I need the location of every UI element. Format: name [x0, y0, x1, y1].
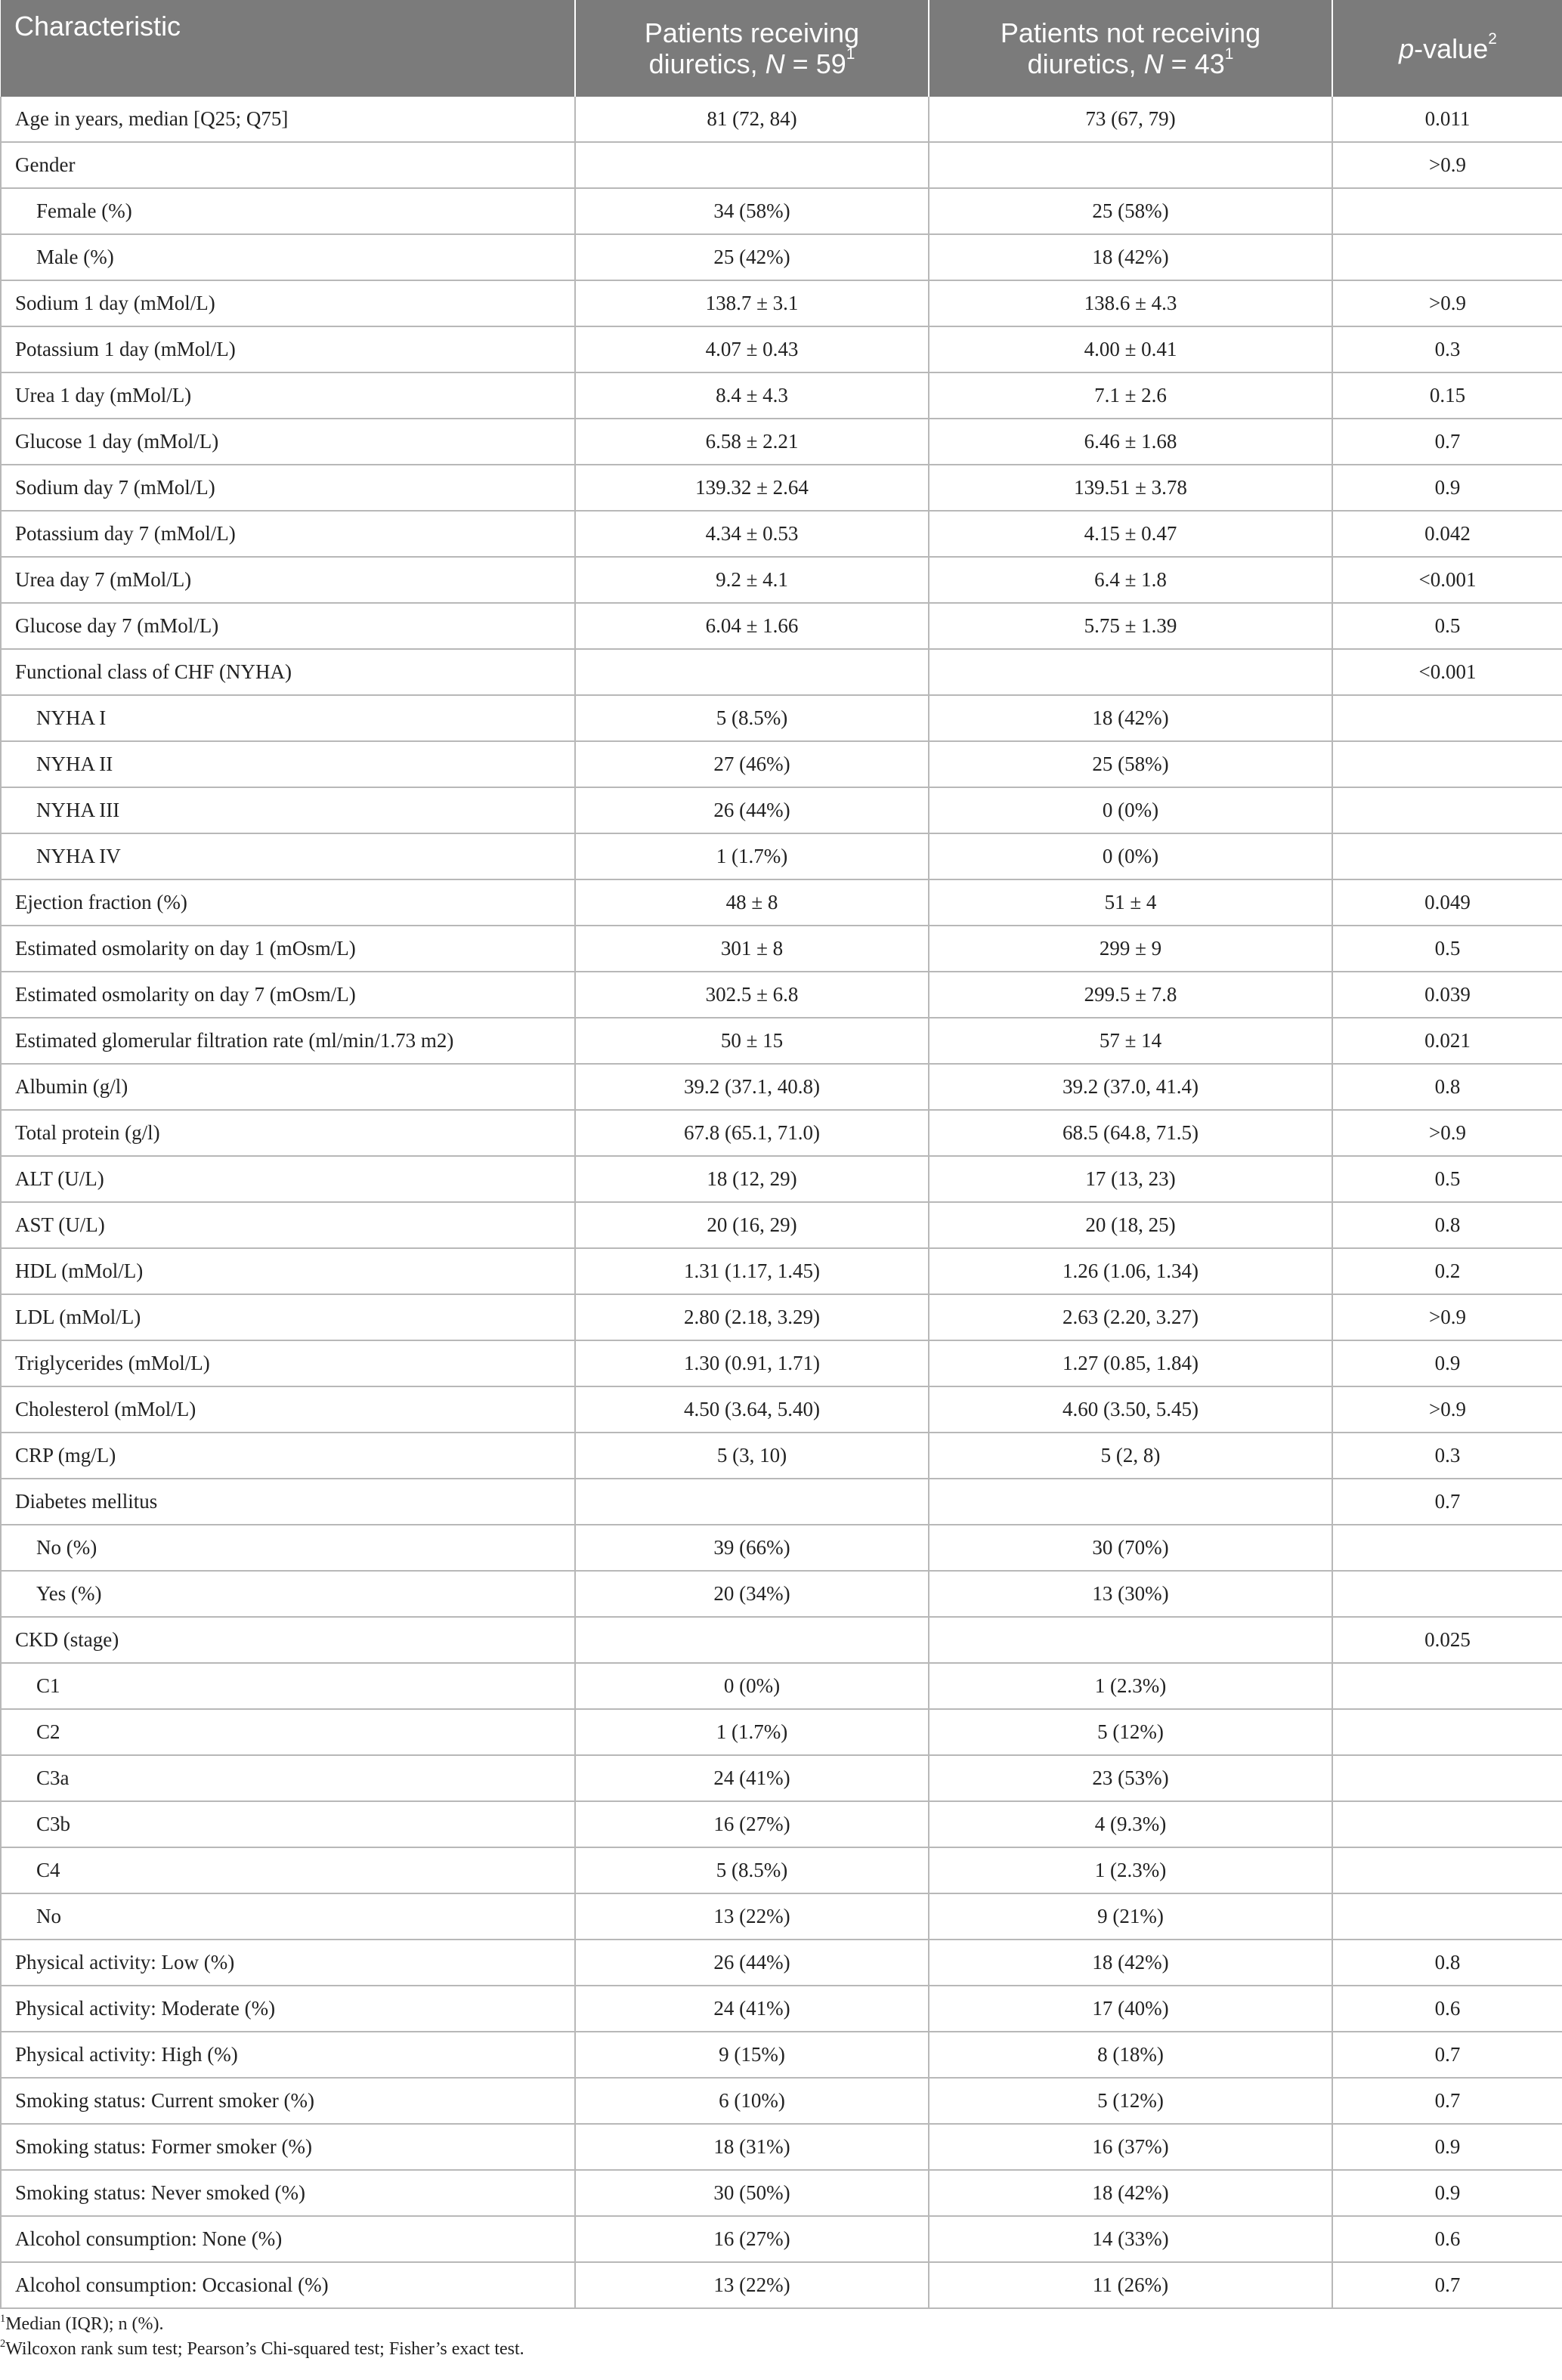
receiving-diuretics-cell	[575, 1479, 929, 1525]
row-label-cell: Cholesterol (mMol/L)	[1, 1386, 575, 1433]
not-receiving-diuretics-cell: 6.4 ± 1.8	[929, 557, 1332, 603]
receiving-diuretics-cell: 1.30 (0.91, 1.71)	[575, 1340, 929, 1386]
not-receiving-diuretics-cell: 1.26 (1.06, 1.34)	[929, 1248, 1332, 1294]
p-value-cell: 0.9	[1332, 1340, 1562, 1386]
p-value-cell: 0.011	[1332, 97, 1562, 142]
not-receiving-diuretics-cell: 25 (58%)	[929, 741, 1332, 787]
footnote-text: Median (IQR); n (%).	[5, 2314, 164, 2334]
p-value-cell: 0.049	[1332, 879, 1562, 926]
not-receiving-diuretics-cell: 4 (9.3%)	[929, 1801, 1332, 1847]
row-label-cell: NYHA I	[1, 695, 575, 741]
p-value-cell: >0.9	[1332, 1386, 1562, 1433]
table-row	[1, 511, 1562, 557]
row-label-cell: NYHA II	[1, 741, 575, 787]
p-value-cell: 0.2	[1332, 1248, 1562, 1294]
table-row	[1, 234, 1562, 280]
receiving-diuretics-cell: 1.31 (1.17, 1.45)	[575, 1248, 929, 1294]
header-receiving-n-symbol: N	[765, 48, 785, 79]
row-label-cell: ALT (U/L)	[1, 1156, 575, 1202]
row-label-cell: CRP (mg/L)	[1, 1433, 575, 1479]
row-label-cell: Triglycerides (mMol/L)	[1, 1340, 575, 1386]
not-receiving-diuretics-cell: 0 (0%)	[929, 833, 1332, 879]
table-row	[1, 142, 1562, 188]
receiving-diuretics-cell: 30 (50%)	[575, 2170, 929, 2216]
receiving-diuretics-cell: 48 ± 8	[575, 879, 929, 926]
receiving-diuretics-cell	[575, 649, 929, 695]
table-row	[1, 188, 1562, 234]
row-label-cell: C2	[1, 1709, 575, 1755]
table-row	[1, 1986, 1562, 2032]
receiving-diuretics-cell: 27 (46%)	[575, 741, 929, 787]
table-row	[1, 419, 1562, 465]
footnote-mark: 2	[0, 2337, 6, 2350]
receiving-diuretics-cell	[575, 1617, 929, 1663]
row-label-cell: Smoking status: Current smoker (%)	[1, 2078, 575, 2124]
receiving-diuretics-cell: 67.8 (65.1, 71.0)	[575, 1110, 929, 1156]
header-receiving-count: = 59	[784, 48, 846, 79]
p-value-cell: 0.6	[1332, 2216, 1562, 2262]
not-receiving-diuretics-cell	[929, 142, 1332, 188]
table-row	[1, 2078, 1562, 2124]
header-not-receiving-diuretics	[929, 0, 1332, 97]
table-row	[1, 1340, 1562, 1386]
table-row	[1, 2032, 1562, 2078]
table-row	[1, 1018, 1562, 1064]
receiving-diuretics-cell: 139.32 ± 2.64	[575, 465, 929, 511]
row-label-cell: No (%)	[1, 1525, 575, 1571]
p-value-cell	[1332, 787, 1562, 833]
table-row	[1, 1479, 1562, 1525]
not-receiving-diuretics-cell: 0 (0%)	[929, 787, 1332, 833]
table-row	[1, 97, 1562, 142]
row-label-cell: Alcohol consumption: None (%)	[1, 2216, 575, 2262]
table-row	[1, 1940, 1562, 1986]
p-value-cell: 0.8	[1332, 1940, 1562, 1986]
receiving-diuretics-cell: 16 (27%)	[575, 2216, 929, 2262]
not-receiving-diuretics-cell: 25 (58%)	[929, 188, 1332, 234]
footnote	[0, 2337, 1562, 2362]
p-value-cell: 0.9	[1332, 465, 1562, 511]
receiving-diuretics-cell: 4.07 ± 0.43	[575, 326, 929, 372]
p-value-cell: 0.8	[1332, 1202, 1562, 1248]
p-value-cell: >0.9	[1332, 1294, 1562, 1340]
header-not-receiving-n-symbol: N	[1143, 48, 1164, 79]
p-value-cell: <0.001	[1332, 557, 1562, 603]
table-row	[1, 1847, 1562, 1893]
not-receiving-diuretics-cell: 9 (21%)	[929, 1893, 1332, 1940]
not-receiving-diuretics-cell: 5 (12%)	[929, 1709, 1332, 1755]
table-footnotes	[0, 2312, 1562, 2362]
table-row	[1, 1202, 1562, 1248]
receiving-diuretics-cell: 1 (1.7%)	[575, 833, 929, 879]
p-value-cell: 0.5	[1332, 1156, 1562, 1202]
row-label-cell: Urea 1 day (mMol/L)	[1, 372, 575, 419]
not-receiving-diuretics-cell: 5 (2, 8)	[929, 1433, 1332, 1479]
table-row	[1, 926, 1562, 972]
p-value-cell: 0.15	[1332, 372, 1562, 419]
receiving-diuretics-cell: 18 (12, 29)	[575, 1156, 929, 1202]
table-row	[1, 2262, 1562, 2308]
row-label-cell: Urea day 7 (mMol/L)	[1, 557, 575, 603]
receiving-diuretics-cell: 6.58 ± 2.21	[575, 419, 929, 465]
table-row	[1, 879, 1562, 926]
not-receiving-diuretics-cell: 4.00 ± 0.41	[929, 326, 1332, 372]
table-body	[1, 97, 1562, 2308]
receiving-diuretics-cell: 9 (15%)	[575, 2032, 929, 2078]
row-label-cell: Potassium day 7 (mMol/L)	[1, 511, 575, 557]
p-value-cell: >0.9	[1332, 142, 1562, 188]
row-label-cell: LDL (mMol/L)	[1, 1294, 575, 1340]
not-receiving-diuretics-cell: 68.5 (64.8, 71.5)	[929, 1110, 1332, 1156]
row-label-cell: C4	[1, 1847, 575, 1893]
p-value-cell: 0.7	[1332, 2032, 1562, 2078]
table-row	[1, 1709, 1562, 1755]
receiving-diuretics-cell: 26 (44%)	[575, 1940, 929, 1986]
table-header	[1, 0, 1562, 97]
receiving-diuretics-cell: 39 (66%)	[575, 1525, 929, 1571]
receiving-diuretics-cell: 138.7 ± 3.1	[575, 280, 929, 326]
receiving-diuretics-cell: 6.04 ± 1.66	[575, 603, 929, 649]
p-value-cell: 0.021	[1332, 1018, 1562, 1064]
p-value-cell	[1332, 695, 1562, 741]
p-value-cell	[1332, 188, 1562, 234]
row-label-cell: NYHA IV	[1, 833, 575, 879]
p-value-cell: 0.3	[1332, 326, 1562, 372]
row-label-cell: Physical activity: Low (%)	[1, 1940, 575, 1986]
row-label-cell: Smoking status: Never smoked (%)	[1, 2170, 575, 2216]
row-label-cell: Female (%)	[1, 188, 575, 234]
not-receiving-diuretics-cell: 18 (42%)	[929, 2170, 1332, 2216]
table-row	[1, 603, 1562, 649]
not-receiving-diuretics-cell: 7.1 ± 2.6	[929, 372, 1332, 419]
receiving-diuretics-cell: 8.4 ± 4.3	[575, 372, 929, 419]
footnote-text: Wilcoxon rank sum test; Pearson’s Chi-squared test; Fisher’s exact test.	[5, 2339, 524, 2359]
not-receiving-diuretics-cell: 1.27 (0.85, 1.84)	[929, 1340, 1332, 1386]
p-value-cell	[1332, 1847, 1562, 1893]
table-row	[1, 972, 1562, 1018]
receiving-diuretics-cell: 81 (72, 84)	[575, 97, 929, 142]
p-value-cell	[1332, 833, 1562, 879]
p-value-cell: 0.5	[1332, 926, 1562, 972]
header-receiving-line2: diuretics,	[648, 48, 766, 79]
table-row	[1, 1156, 1562, 1202]
row-label-cell: CKD (stage)	[1, 1617, 575, 1663]
header-not-receiving-line2: diuretics,	[1027, 48, 1144, 79]
p-value-cell: 0.7	[1332, 419, 1562, 465]
row-label-cell: Potassium 1 day (mMol/L)	[1, 326, 575, 372]
table-row	[1, 1801, 1562, 1847]
table-row	[1, 465, 1562, 511]
not-receiving-diuretics-cell	[929, 1479, 1332, 1525]
table-row	[1, 1294, 1562, 1340]
header-not-receiving-line1: Patients not receiving	[1000, 17, 1261, 48]
header-not-receiving-count: = 43	[1163, 48, 1225, 79]
not-receiving-diuretics-cell: 17 (13, 23)	[929, 1156, 1332, 1202]
row-label-cell: Functional class of CHF (NYHA)	[1, 649, 575, 695]
not-receiving-diuretics-cell: 39.2 (37.0, 41.4)	[929, 1064, 1332, 1110]
row-label-cell: No	[1, 1893, 575, 1940]
receiving-diuretics-cell: 13 (22%)	[575, 2262, 929, 2308]
row-label-cell: Alcohol consumption: Occasional (%)	[1, 2262, 575, 2308]
p-value-cell: >0.9	[1332, 280, 1562, 326]
table-row	[1, 1571, 1562, 1617]
table-row	[1, 787, 1562, 833]
row-label-cell: Sodium day 7 (mMol/L)	[1, 465, 575, 511]
receiving-diuretics-cell: 16 (27%)	[575, 1801, 929, 1847]
p-value-cell: >0.9	[1332, 1110, 1562, 1156]
not-receiving-diuretics-cell: 23 (53%)	[929, 1755, 1332, 1801]
receiving-diuretics-cell: 18 (31%)	[575, 2124, 929, 2170]
header-p-symbol: p	[1399, 32, 1415, 64]
p-value-cell	[1332, 1893, 1562, 1940]
receiving-diuretics-cell: 20 (16, 29)	[575, 1202, 929, 1248]
header-not-receiving-footnote-mark: 1	[1224, 45, 1234, 63]
row-label-cell: Smoking status: Former smoker (%)	[1, 2124, 575, 2170]
receiving-diuretics-cell: 24 (41%)	[575, 1986, 929, 2032]
table-row	[1, 1525, 1562, 1571]
receiving-diuretics-cell: 20 (34%)	[575, 1571, 929, 1617]
not-receiving-diuretics-cell: 16 (37%)	[929, 2124, 1332, 2170]
not-receiving-diuretics-cell: 138.6 ± 4.3	[929, 280, 1332, 326]
not-receiving-diuretics-cell: 18 (42%)	[929, 1940, 1332, 1986]
table-row	[1, 557, 1562, 603]
not-receiving-diuretics-cell: 299.5 ± 7.8	[929, 972, 1332, 1018]
not-receiving-diuretics-cell: 30 (70%)	[929, 1525, 1332, 1571]
p-value-cell	[1332, 1663, 1562, 1709]
receiving-diuretics-cell: 4.34 ± 0.53	[575, 511, 929, 557]
row-label-cell: C3b	[1, 1801, 575, 1847]
receiving-diuretics-cell: 26 (44%)	[575, 787, 929, 833]
p-value-cell: 0.9	[1332, 2124, 1562, 2170]
not-receiving-diuretics-cell: 1 (2.3%)	[929, 1847, 1332, 1893]
receiving-diuretics-cell: 24 (41%)	[575, 1755, 929, 1801]
receiving-diuretics-cell: 2.80 (2.18, 3.29)	[575, 1294, 929, 1340]
row-label-cell: Estimated osmolarity on day 1 (mOsm/L)	[1, 926, 575, 972]
p-value-cell: 0.039	[1332, 972, 1562, 1018]
p-value-cell: 0.3	[1332, 1433, 1562, 1479]
receiving-diuretics-cell: 34 (58%)	[575, 188, 929, 234]
not-receiving-diuretics-cell: 5.75 ± 1.39	[929, 603, 1332, 649]
receiving-diuretics-cell: 302.5 ± 6.8	[575, 972, 929, 1018]
p-value-cell	[1332, 1801, 1562, 1847]
p-value-cell	[1332, 1755, 1562, 1801]
row-label-cell: Diabetes mellitus	[1, 1479, 575, 1525]
receiving-diuretics-cell: 301 ± 8	[575, 926, 929, 972]
table-row	[1, 2170, 1562, 2216]
receiving-diuretics-cell: 9.2 ± 4.1	[575, 557, 929, 603]
row-label-cell: Glucose 1 day (mMol/L)	[1, 419, 575, 465]
row-label-cell: Glucose day 7 (mMol/L)	[1, 603, 575, 649]
table-row	[1, 1893, 1562, 1940]
receiving-diuretics-cell: 50 ± 15	[575, 1018, 929, 1064]
not-receiving-diuretics-cell: 4.15 ± 0.47	[929, 511, 1332, 557]
row-label-cell: Estimated glomerular filtration rate (ml/min/1.73 m2)	[1, 1018, 575, 1064]
row-label-cell: Gender	[1, 142, 575, 188]
table-row	[1, 1755, 1562, 1801]
not-receiving-diuretics-cell: 14 (33%)	[929, 2216, 1332, 2262]
row-label-cell: Physical activity: Moderate (%)	[1, 1986, 575, 2032]
header-receiving-line1: Patients receiving	[644, 17, 860, 48]
row-label-cell: Yes (%)	[1, 1571, 575, 1617]
p-value-cell: 0.7	[1332, 2262, 1562, 2308]
header-p-value	[1332, 0, 1562, 97]
not-receiving-diuretics-cell: 18 (42%)	[929, 695, 1332, 741]
p-value-cell	[1332, 1571, 1562, 1617]
table-row	[1, 2124, 1562, 2170]
table-row	[1, 1110, 1562, 1156]
not-receiving-diuretics-cell: 4.60 (3.50, 5.45)	[929, 1386, 1332, 1433]
header-p-footnote-mark: 2	[1488, 29, 1497, 48]
header-characteristic-text: Characteristic	[14, 11, 181, 42]
table-row	[1, 1663, 1562, 1709]
receiving-diuretics-cell: 6 (10%)	[575, 2078, 929, 2124]
table-row	[1, 1433, 1562, 1479]
row-label-cell: Albumin (g/l)	[1, 1064, 575, 1110]
row-label-cell: Total protein (g/l)	[1, 1110, 575, 1156]
p-value-cell: 0.9	[1332, 2170, 1562, 2216]
row-label-cell: AST (U/L)	[1, 1202, 575, 1248]
header-row	[1, 0, 1562, 97]
table-row	[1, 326, 1562, 372]
row-label-cell: Estimated osmolarity on day 7 (mOsm/L)	[1, 972, 575, 1018]
p-value-cell: 0.6	[1332, 1986, 1562, 2032]
not-receiving-diuretics-cell: 2.63 (2.20, 3.27)	[929, 1294, 1332, 1340]
not-receiving-diuretics-cell	[929, 1617, 1332, 1663]
table-row	[1, 695, 1562, 741]
table-row	[1, 1064, 1562, 1110]
row-label-cell: Ejection fraction (%)	[1, 879, 575, 926]
table-row	[1, 1248, 1562, 1294]
not-receiving-diuretics-cell: 299 ± 9	[929, 926, 1332, 972]
not-receiving-diuretics-cell: 6.46 ± 1.68	[929, 419, 1332, 465]
p-value-cell	[1332, 741, 1562, 787]
receiving-diuretics-cell: 39.2 (37.1, 40.8)	[575, 1064, 929, 1110]
row-label-cell: Sodium 1 day (mMol/L)	[1, 280, 575, 326]
receiving-diuretics-cell	[575, 142, 929, 188]
receiving-diuretics-cell: 1 (1.7%)	[575, 1709, 929, 1755]
row-label-cell: HDL (mMol/L)	[1, 1248, 575, 1294]
p-value-cell: 0.5	[1332, 603, 1562, 649]
table-row	[1, 280, 1562, 326]
row-label-cell: C1	[1, 1663, 575, 1709]
row-label-cell: Age in years, median [Q25; Q75]	[1, 97, 575, 142]
p-value-cell	[1332, 1525, 1562, 1571]
receiving-diuretics-cell: 13 (22%)	[575, 1893, 929, 1940]
not-receiving-diuretics-cell: 17 (40%)	[929, 1986, 1332, 2032]
footnote-mark: 1	[0, 2312, 6, 2325]
not-receiving-diuretics-cell: 20 (18, 25)	[929, 1202, 1332, 1248]
p-value-cell: 0.8	[1332, 1064, 1562, 1110]
p-value-cell: 0.042	[1332, 511, 1562, 557]
table-row	[1, 1617, 1562, 1663]
table-row	[1, 372, 1562, 419]
not-receiving-diuretics-cell: 13 (30%)	[929, 1571, 1332, 1617]
not-receiving-diuretics-cell: 11 (26%)	[929, 2262, 1332, 2308]
header-receiving-footnote-mark: 1	[846, 45, 855, 63]
p-value-cell	[1332, 1709, 1562, 1755]
p-value-cell: 0.025	[1332, 1617, 1562, 1663]
p-value-cell: 0.7	[1332, 1479, 1562, 1525]
row-label-cell: NYHA III	[1, 787, 575, 833]
receiving-diuretics-cell: 5 (3, 10)	[575, 1433, 929, 1479]
not-receiving-diuretics-cell	[929, 649, 1332, 695]
table-row	[1, 741, 1562, 787]
not-receiving-diuretics-cell: 18 (42%)	[929, 234, 1332, 280]
receiving-diuretics-cell: 4.50 (3.64, 5.40)	[575, 1386, 929, 1433]
receiving-diuretics-cell: 0 (0%)	[575, 1663, 929, 1709]
not-receiving-diuretics-cell: 5 (12%)	[929, 2078, 1332, 2124]
not-receiving-diuretics-cell: 51 ± 4	[929, 879, 1332, 926]
not-receiving-diuretics-cell: 57 ± 14	[929, 1018, 1332, 1064]
header-characteristic	[1, 0, 575, 97]
receiving-diuretics-cell: 5 (8.5%)	[575, 1847, 929, 1893]
row-label-cell: Male (%)	[1, 234, 575, 280]
not-receiving-diuretics-cell: 1 (2.3%)	[929, 1663, 1332, 1709]
receiving-diuretics-cell: 25 (42%)	[575, 234, 929, 280]
p-value-cell: 0.7	[1332, 2078, 1562, 2124]
not-receiving-diuretics-cell: 73 (67, 79)	[929, 97, 1332, 142]
table-row	[1, 1386, 1562, 1433]
header-p-value-text: -value	[1414, 32, 1489, 64]
table-row	[1, 649, 1562, 695]
table-row	[1, 2216, 1562, 2262]
footnote	[0, 2312, 1562, 2337]
receiving-diuretics-cell: 5 (8.5%)	[575, 695, 929, 741]
row-label-cell: Physical activity: High (%)	[1, 2032, 575, 2078]
p-value-cell: <0.001	[1332, 649, 1562, 695]
header-receiving-diuretics	[575, 0, 929, 97]
table-row	[1, 833, 1562, 879]
row-label-cell: C3a	[1, 1755, 575, 1801]
not-receiving-diuretics-cell: 139.51 ± 3.78	[929, 465, 1332, 511]
not-receiving-diuretics-cell: 8 (18%)	[929, 2032, 1332, 2078]
p-value-cell	[1332, 234, 1562, 280]
